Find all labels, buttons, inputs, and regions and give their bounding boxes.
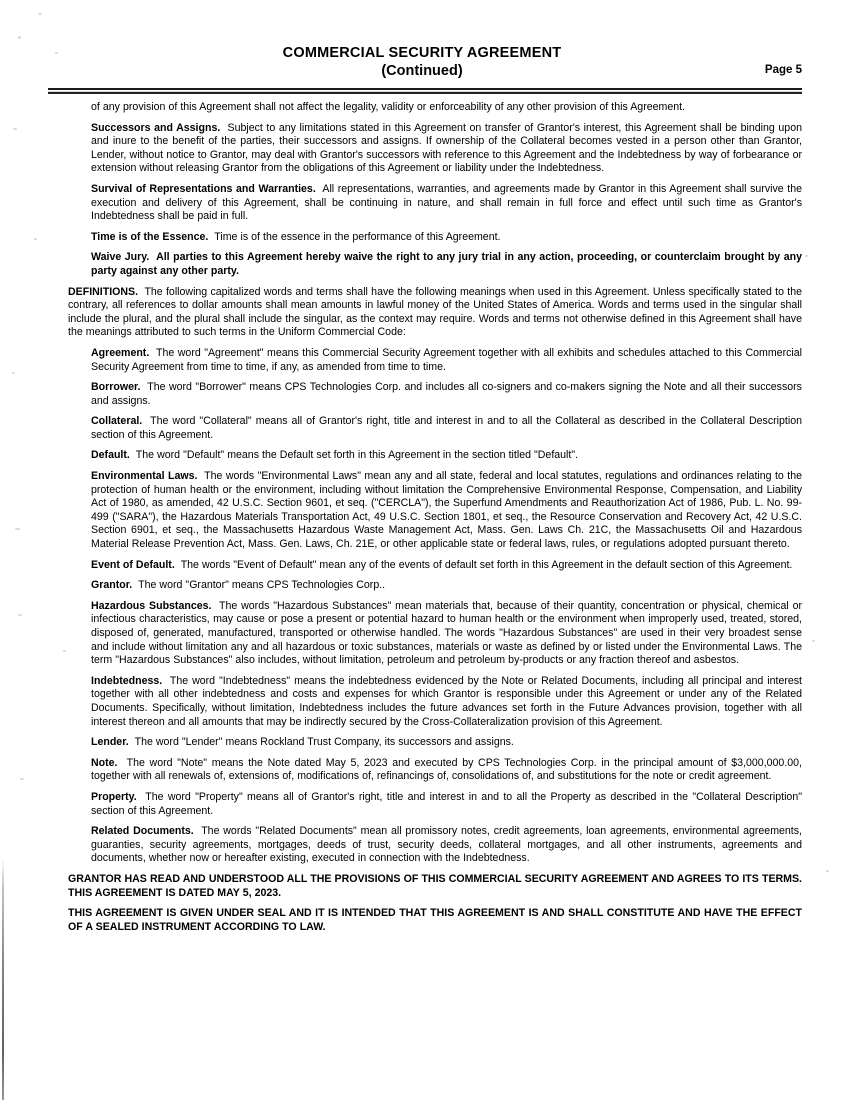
definition-text: The words "Hazardous Substances" mean materials that, because of their quantity, concentration or physical, chemical or infectious characteristics, may cause or pose a present or potential hazard to human health or the environment when improperly used, treated, stored, disposed of, generated, manufactured, transported or otherwise handled. The words "Hazardous Substances" are used in their very broadest sense and include without limitation any and all hazardous or toxic substances, materials or waste as defined by or listed under the Environmental Laws. The term "Hazardous Substances" also includes, without limitation, petroleum and petroleum by-products or any fraction thereof and asbestos. <box>91 599 803 667</box>
definition-term: Related Documents. <box>91 825 194 838</box>
definition-related-documents <box>91 825 802 866</box>
page-title: COMMERCIAL SECURITY AGREEMENT <box>282 45 562 61</box>
definition-property <box>91 791 802 818</box>
clause-term: Successors and Assigns. <box>91 121 221 134</box>
clause-text-spacer <box>220 122 227 134</box>
definition-term: Environmental Laws. <box>91 470 198 483</box>
clause-term: Time is of the Essence. <box>91 230 209 243</box>
definition-indebtedness <box>91 675 802 729</box>
section-term: DEFINITIONS. <box>68 285 139 298</box>
definition-term: Note. <box>91 756 118 769</box>
definition-term: Hazardous Substances. <box>91 599 212 612</box>
definition-spacer <box>117 757 126 769</box>
document-body <box>68 101 802 934</box>
definition-spacer <box>211 600 219 612</box>
sealed-instrument-paragraph: THIS AGREEMENT IS GIVEN UNDER SEAL AND IT IS INTENDED THAT THIS AGREEMENT IS AND SHALL CONSTITUTE AND HAVE THE EFFECT OF A SEALED INSTRUMENT ACCORDING TO LAW. <box>68 907 802 933</box>
scan-speck <box>13 128 17 130</box>
page-subtitle: (Continued) <box>381 63 463 79</box>
definition-text: The word "Property" means all of Grantor's right, title and interest in and to all the Property as described in the "Collateral Description" section of this Agreement. <box>91 790 802 817</box>
definition-borrower <box>91 381 802 408</box>
acknowledgement-paragraph: GRANTOR HAS READ AND UNDERSTOOD ALL THE PROVISIONS OF THIS COMMERCIAL SECURITY AGREEMENT AND AGREES TO ITS TERMS. THIS AGREEMENT IS DATED MAY 5, 2023. <box>68 872 802 899</box>
definition-text: The words "Environmental Laws" mean any and all state, federal and local statutes, regulations and ordinances relating to the protection of human health or the environment, including without limitation the Comprehensive Environmental Response, Compensation, and Liability Act of 1980, as amended, 42 U.S.C. Section 9601, et seq. ("CERCLA"), the Superfund Amendments and Reauthorization Act of 1986, Pub. L. No. 99-499 ("SARA"), the Hazardous Materials Transportation Act, 49 U.S.C. Section 1801, et seq., the Resource Conservation and Recovery Act, 42 U.S.C. Section 6901, et seq., the Massachusetts Hazardous Waste Management Act, Mass. Gen. Laws Ch. 21C, the Massachusetts Oil and Hazardous Material Release Prevention Act, Mass. Gen. Laws, Ch. 21E, or other applicable state or federal laws, rules, or regulations adopted pursuant thereto. <box>91 470 802 551</box>
definition-collateral <box>91 415 802 442</box>
clause-text: All parties to this Agreement hereby waive the right to any jury trial in any action, proceeding, or counterclaim brought by any party against any other party. <box>91 251 802 277</box>
page-number: Page 5 <box>764 64 802 76</box>
continuation-paragraph: of any provision of this Agreement shall not affect the legality, validity or enforceability of any other provision of this Agreement. <box>91 101 686 113</box>
scan-speck <box>63 650 66 652</box>
scan-speck <box>18 614 22 616</box>
definition-term: Indebtedness. <box>91 674 163 687</box>
clause-survival-of-representations <box>91 183 802 224</box>
definition-text: The word "Grantor" means CPS Technologies Corp.. <box>138 579 386 592</box>
definition-term: Lender. <box>91 736 129 749</box>
definition-term: Collateral. <box>91 415 143 428</box>
definition-text: The word "Indebtedness" means the indebtedness evidenced by the Note or Related Documents, including all principal and interest together with all other indebtedness and costs and expenses for which Grantor is responsible under this Agreement or under any of the Related Documents. Specifically, without limitation, Indebtedness includes the future advances set forth in the Future Advances provision, together with all interest thereon and all amounts that may be indirectly secured by the Cross-Collateralization provision of this Agreement. <box>91 674 802 728</box>
clause-text: All representations, warranties, and agreements made by Grantor in this Agreement shall survive the execution and delivery of this Agreement, shall be continuing in nature, and shall remain in full force and effect until such time as Grantor's Indebtedness shall be paid in full. <box>91 182 802 223</box>
definition-text: The word "Borrower" means CPS Technologies Corp. and includes all co-signers and co-makers signing the Note and all their successors and assigns. <box>91 381 802 407</box>
scan-speck <box>812 640 815 642</box>
definition-term: Property. <box>91 790 137 803</box>
scan-speck <box>34 238 37 240</box>
definition-grantor <box>91 579 802 593</box>
definition-text: The word "Default" means the Default set forth in this Agreement in the section titled "Default". <box>135 449 579 462</box>
clause-term: Survival of Representations and Warranties. <box>91 182 316 195</box>
definition-environmental-laws <box>91 470 802 552</box>
scan-speck <box>12 372 15 374</box>
definition-spacer <box>162 675 170 687</box>
scan-speck <box>38 13 42 15</box>
section-definitions-heading <box>68 286 802 340</box>
definition-term: Default. <box>91 449 130 462</box>
definition-spacer <box>142 415 150 427</box>
definition-event-of-default <box>91 559 802 573</box>
definition-term: Event of Default. <box>91 558 175 571</box>
definition-default <box>91 449 802 463</box>
definition-term: Borrower. <box>91 381 141 394</box>
clause-term: Waive Jury. <box>91 251 150 264</box>
definition-agreement <box>91 347 802 374</box>
clause-text: Subject to any limitations stated in this Agreement on transfer of Grantor's interest, this Agreement shall be binding upon and inure to the benefit of the parties, their successors and assigns. If ownership of the Collateral becomes vested in a person other than Grantor, Lender, without notice to Grantor, may deal with Grantor's successors with reference to this Agreement and the Indebtedness by way of forbearance or extension without releasing Grantor from the obligations of this Agreement or liability under the Indebtedness. <box>91 121 802 175</box>
clause-text: Time is of the essence in the performance of this Agreement. <box>214 230 501 243</box>
definition-lender <box>91 736 802 750</box>
definition-text: The words "Related Documents" mean all promissory notes, credit agreements, loan agreements, environmental agreements, guaranties, security agreements, mortgages, deeds of trust, security deeds, collateral mortgages, and all other instruments, agreements and documents, whether now or hereafter existing, executed in connection with the Indebtedness. <box>91 825 802 865</box>
definition-hazardous-substances <box>91 600 802 668</box>
definition-text: The word "Note" means the Note dated May 5, 2023 and executed by CPS Technologies Corp. in the principal amount of $3,000,000.00, together with all renewals of, extensions of, modifications of, refinancings of, consolidations of, and substitutions for the note or credit agreement. <box>91 756 802 783</box>
scan-speck <box>15 528 20 530</box>
section-text: The following capitalized words and terms shall have the following meanings when used in this Agreement. Unless specifically stated to the contrary, all references to dollar amounts shall mean amounts in lawful money of the United States of America. Words and terms used in the singular shall include the plural, and the plural shall include the singular, as the context may require. Words and terms not otherwise defined in this Agreement shall have the meanings attributed to such terms in the Uniform Commercial Code: <box>68 285 802 339</box>
definition-text: The word "Collateral" means all of Grantor's right, title and interest in and to all the Collateral as described in the Collateral Description section of this Agreement. <box>91 415 802 441</box>
definition-text: The word "Lender" means Rockland Trust Company, its successors and assigns. <box>134 736 514 749</box>
scan-speck <box>826 870 829 872</box>
document-header <box>0 44 850 80</box>
definition-text: The word "Agreement" means this Commercial Security Agreement together with all exhibits and schedules attached to this Commercial Security Agreement from time to time, if any, as amended from time to time. <box>91 346 802 373</box>
scan-speck <box>20 778 24 780</box>
definition-note <box>91 757 802 784</box>
definition-term: Grantor. <box>91 579 133 592</box>
definition-text: The words "Event of Default" mean any of the events of default set forth in this Agreement in the default section of this Agreement. <box>180 558 793 571</box>
scan-edge-streak <box>2 858 4 1100</box>
clause-waive-jury <box>91 251 802 278</box>
definition-spacer <box>137 791 146 803</box>
header-divider <box>48 88 802 94</box>
scan-speck <box>805 255 808 257</box>
scan-speck <box>18 36 21 39</box>
definition-term: Agreement. <box>91 346 150 359</box>
clause-time-is-of-the-essence <box>91 231 802 245</box>
clause-successors-and-assigns <box>91 122 802 176</box>
